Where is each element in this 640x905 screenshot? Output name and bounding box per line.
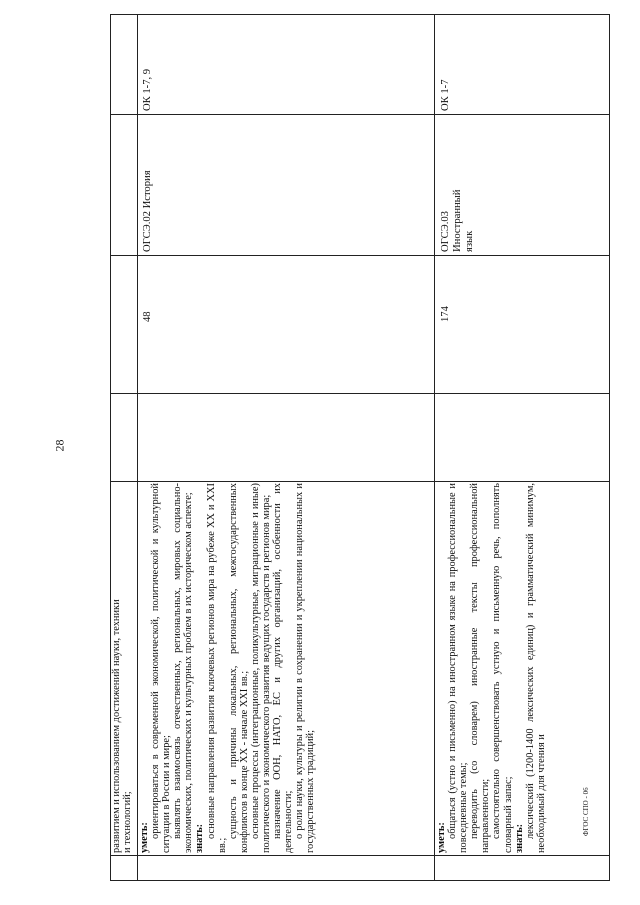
text-line: уметь:	[139, 822, 150, 853]
text-line: развитием и использованием достижений науки, техники	[111, 599, 122, 853]
column-divider	[110, 114, 610, 115]
page-number: 28	[52, 439, 67, 452]
row-divider	[434, 14, 435, 880]
table-border-top	[110, 14, 610, 15]
row-divider	[609, 14, 610, 880]
row-2-code-text: ОГСЭ.03 Иностранный язык	[440, 189, 475, 252]
text-line: основные процессы (интеграционные, поликультурные, миграционные и иные) политического и экономического развития ведущих государств и регионов мира;	[249, 483, 273, 853]
column-divider	[110, 393, 610, 394]
text-line: основные направления развития ключевых регионов мира на рубеже XX и XXI вв.;	[205, 483, 228, 853]
text-line: выявлять взаимосвязь отечественных, региональных, мировых социально-экономических, политических и культурных проблем в их историческом аспекте;	[172, 483, 195, 853]
text-line: знать:	[194, 823, 206, 853]
row-1-description	[139, 483, 433, 853]
text-line: самостоятельно совершенствовать устную и письменную речь, пополнять словарный запас;	[491, 483, 514, 853]
column-divider	[110, 855, 610, 856]
row-1-hours: 48	[142, 311, 153, 322]
row-1-code: ОГСЭ.02 История	[142, 170, 153, 252]
text-line: ориентироваться в современной экономической, политической и культурной ситуации в России и мире;	[150, 483, 173, 853]
row-2-code	[440, 116, 475, 252]
table-border-bottom	[110, 880, 610, 881]
text-line: переводить (со словарем) иностранные тексты профессиональной направленности;	[469, 483, 492, 853]
column-divider	[110, 255, 610, 256]
column-divider	[110, 481, 610, 482]
text-line: знать:	[513, 823, 525, 853]
row-2-hours: 174	[440, 306, 451, 322]
text-line: лексический (1200-1400 лексических единиц) и грамматический минимум, необходимый для чтения и	[524, 483, 547, 853]
text-line: общаться (устно и письменно) на иностранном языке на профессиональные и повседневные темы;	[447, 483, 470, 853]
footer-label: ФГОС СПО - 06	[582, 787, 590, 836]
text-line: о роли науки, культуры и религии в сохранении и укреплении национальных и государственных традиций;	[294, 483, 317, 853]
row-1-competencies: ОК 1-7, 9	[142, 68, 153, 111]
text-line: сущность и причины локальных, региональных, межгосударственных конфликтов в конце XX - начале XXI вв.;	[227, 483, 250, 853]
text-line: уметь:	[436, 822, 447, 853]
text-line: и технологий;	[122, 791, 134, 853]
row-divider	[137, 14, 138, 880]
row-2-competencies: ОК 1-7	[440, 79, 451, 111]
row-0-description	[111, 483, 137, 853]
text-line: назначение ООН, НАТО, ЕС и других организаций, особенности их деятельности;	[272, 483, 295, 853]
